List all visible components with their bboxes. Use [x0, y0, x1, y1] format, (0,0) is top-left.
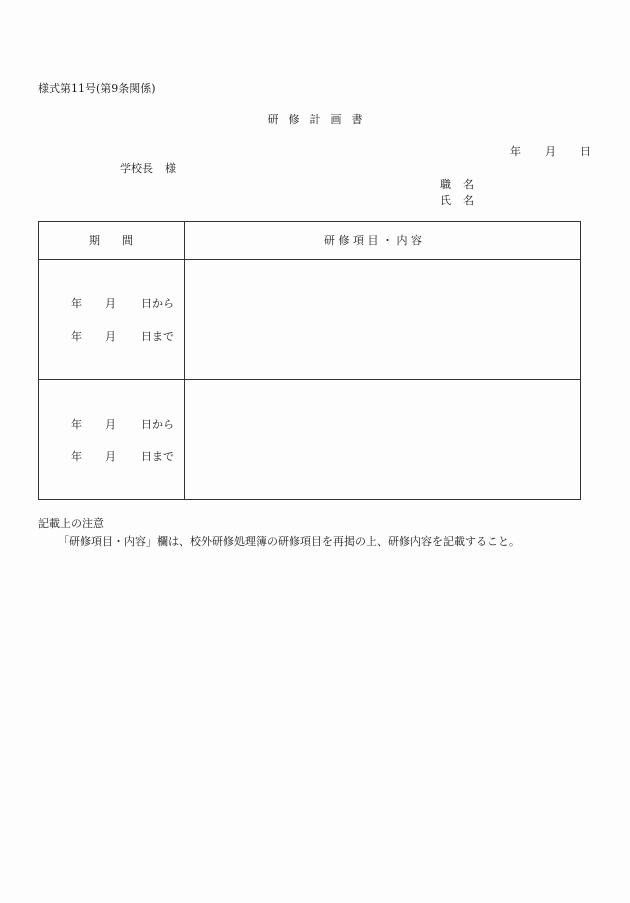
table-column-divider [184, 222, 185, 499]
table-header-divider [39, 259, 580, 260]
header-period-char: 期 [89, 234, 100, 247]
period-from [71, 295, 174, 311]
header-content: 研 修 項 目 ・ 内 容 [324, 234, 422, 247]
job-title-char: 名 [463, 178, 474, 191]
period-day: 日まで [141, 450, 174, 463]
period-month: 月 [105, 330, 116, 343]
job-title-label [440, 176, 474, 192]
title-char: 書 [351, 113, 363, 126]
notes-heading: 記載上の注意 [38, 517, 104, 530]
table-row-divider [39, 379, 580, 380]
training-plan-table [38, 221, 581, 500]
title-char: 修 [288, 113, 300, 126]
period-year: 年 [71, 330, 82, 343]
document-title [0, 111, 630, 127]
period-day: 日から [141, 418, 174, 431]
addressee-role: 学校長 [120, 162, 153, 175]
title-char: 研 [267, 113, 279, 126]
form-number: 様式第11号(第9条関係) [38, 82, 156, 95]
header-period-char: 間 [122, 234, 133, 247]
title-char: 計 [309, 113, 321, 126]
period-month: 月 [105, 297, 116, 310]
job-title-char: 職 [440, 178, 451, 191]
period-from [71, 416, 174, 432]
date-year-label: 年 [510, 145, 521, 158]
addressee [120, 160, 176, 176]
title-char: 画 [330, 113, 342, 126]
header-period [89, 232, 133, 248]
name-char: 名 [463, 194, 474, 207]
addressee-honorific: 様 [165, 162, 176, 175]
period-to [71, 448, 174, 464]
date-day-label: 日 [580, 145, 591, 158]
period-month: 月 [105, 450, 116, 463]
period-year: 年 [71, 297, 82, 310]
name-char: 氏 [440, 194, 451, 207]
period-day: 日まで [141, 330, 174, 343]
notes-text: 「研修項目・内容」欄は、校外研修処理簿の研修項目を再掲の上、研修内容を記載すること。 [58, 535, 520, 548]
date-line [510, 143, 591, 159]
name-label [440, 192, 474, 208]
period-to [71, 328, 174, 344]
period-year: 年 [71, 450, 82, 463]
date-month-label: 月 [545, 145, 556, 158]
period-day: 日から [141, 297, 174, 310]
period-month: 月 [105, 418, 116, 431]
period-year: 年 [71, 418, 82, 431]
